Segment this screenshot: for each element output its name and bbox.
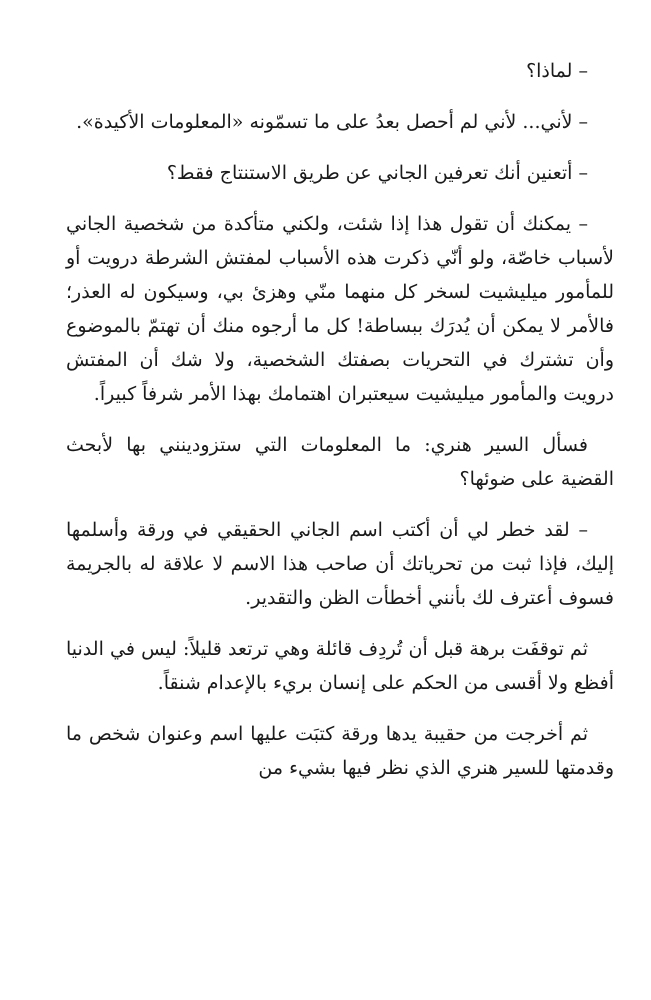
paragraph: – يمكنك أن تقول هذا إذا شئت، ولكني متأكدة من شخصية الجاني لأسباب خاصّة، ولو أنّي ذكرت هذه الأسباب لمفتش الشرطة درويت أو للمأمور ميليشيت لسخر كل منهما منّي وهزئ بي، وسيكون له العذر؛ فالأمر لا يمكن أن يُدرَك ببساطة! كل ما أرجوه منك أن تهتمّ بالموضوع وأن تشترك في التحريات بصفتك الشخصية، ولا شك أن المفتش درويت والمأمور ميليشيت سيعتبران اهتمامك بهذا الأمر شرفاً كبيراً.: [66, 213, 614, 405]
paragraph: – لأني... لأني لم أحصل بعدُ على ما تسمّونه «المعلومات الأكيدة».: [76, 111, 588, 133]
document-page: [66, 54, 614, 802]
paragraph: ثم أخرجت من حقيبة يدها ورقة كتبَت عليها اسم وعنوان شخص ما وقدمتها للسير هنري الذي نظر فيها بشيء من: [66, 723, 614, 779]
paragraph: – لماذا؟: [526, 60, 588, 82]
paragraph: – أتعنين أنك تعرفين الجاني عن طريق الاستنتاج فقط؟: [166, 162, 588, 184]
paragraph: – لقد خطر لي أن أكتب اسم الجاني الحقيقي في ورقة وأسلمها إليك، فإذا ثبت من تحرياتك أن صاحب هذا الاسم لا علاقة له بالجريمة فسوف أعترف لك بأنني أخطأت الظن والتقدير.: [66, 519, 614, 609]
paragraph: ثم توقفَت برهة قبل أن تُردِف قائلة وهي ترتعد قليلاً: ليس في الدنيا أفظع ولا أقسى من الحكم على إنسان بريء بالإعدام شنقاً.: [66, 638, 614, 694]
paragraph: فسأل السير هنري: ما المعلومات التي ستزودينني بها لأبحث القضية على ضوئها؟: [66, 434, 614, 490]
